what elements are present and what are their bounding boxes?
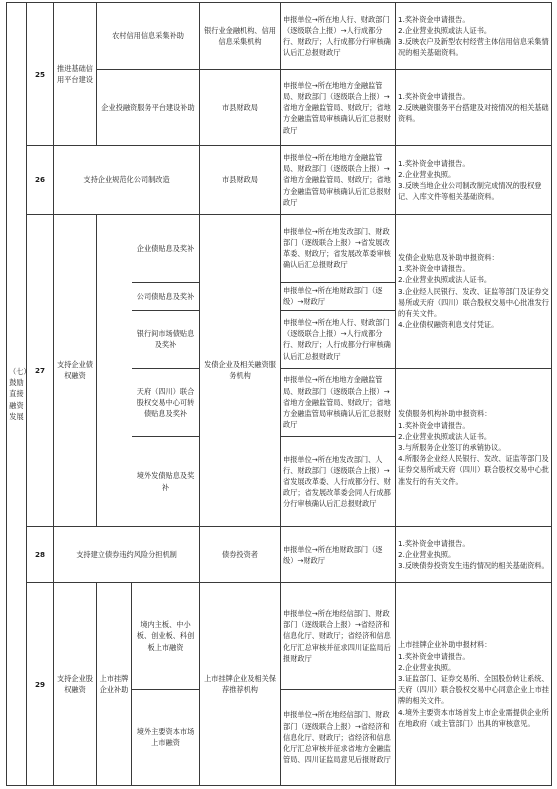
table-row: [7, 527, 552, 583]
materials-cell: 1.奖补资金申请报告。 2.企业营业执照或法人证书。 3.反映农户及新型农村经营主体信用信息采集情况的相关基础资料。: [396, 3, 552, 70]
item-cell: 支持建立债券违约风险分担机制: [54, 527, 200, 583]
row-number: 27: [27, 214, 54, 527]
category-cell: 支持企业股权融资: [54, 583, 97, 786]
table-row: [7, 146, 552, 214]
procedure-cell: 申报单位→所在地地方金融监管局、财政部门（逐级联合上报）→省地方金融监管局、财政厅；省地方金融监管局审核确认后汇总报财政厅: [281, 70, 396, 146]
dept-cell: 银行业金融机构、信用信息采集机构: [200, 3, 281, 70]
item-cell: 企业债贴息及奖补: [132, 214, 200, 282]
procedure-cell: 申报单位→所在地发改部门、人行、财政部门（逐级联合上报）→省发展改革委、人行成都分行、财政厅；省发展改革委会同人行成都分行审核确认后汇总报财政厅: [281, 437, 396, 527]
row-number: 25: [27, 3, 54, 146]
materials-cell: 上市挂牌企业补助申报材料： 1.奖补资金申请报告。 2.企业营业执照。 3.证监部门、证券交易所、全国股份转让系统、天府（四川）联合股权交易中心同意企业上市挂牌的相关文件。 4.境外主要资本市场首发上市企业需提供企业所在地政府（或主管部门）出具的审核意见。: [396, 583, 552, 786]
dept-cell: 发债企业及相关融资服务机构: [200, 214, 281, 527]
subcategory-cell: 上市挂牌企业补助: [97, 583, 132, 786]
table-row: [7, 583, 552, 689]
item-cell: 银行间市场债贴息及奖补: [132, 310, 200, 368]
dept-cell: 市县财政局: [200, 146, 281, 214]
procedure-cell: 申报单位→所在地经信部门、财政部门（逐级联合上报）→省经济和信息化厅、财政厅；省经济和信息化厅汇总审核并征求省地方金融监管局、四川证监局意见后报财政厅: [281, 689, 396, 785]
item-cell: 境外发债贴息及奖补: [132, 437, 200, 527]
procedure-cell: 申报单位→所在地财政部门（逐级）→财政厅: [281, 282, 396, 310]
item-cell: 境外主要资本市场上市融资: [132, 689, 200, 785]
section-label: （七） 鼓励 直接 融资 发展: [7, 3, 27, 786]
materials-cell: 发债服务机构补助申报资料： 1.奖补资金申请报告。 2.企业营业执照或法人证书。 3.与所服务企业签订的承销协议。 4.所服务企业经人民银行、发改、证监等部门及证券交易所或天府（四川）联合股权交易中心批准发行的有关文件。: [396, 368, 552, 526]
row-number: 29: [27, 583, 54, 786]
dept-cell: 债券投资者: [200, 527, 281, 583]
procedure-cell: 申报单位→所在地人行、财政部门（逐级联合上报）→人行成都分行、财政厅；人行成都分行审核确认后汇总报财政厅: [281, 310, 396, 368]
item-cell: 企业投融资服务平台建设补助: [97, 70, 200, 146]
materials-cell: 发债企业贴息及补助申报资料： 1.奖补资金申请报告。 2.企业营业执照或法人证书。 3.企业经人民银行、发改、证监等部门及证券交易所或天府（四川）联合股权交易中心批准发行的有关文件。 4.企业债权融资利息支付凭证。: [396, 214, 552, 368]
procedure-cell: 申报单位→所在地地方金融监管局、财政部门（逐级联合上报）→省地方金融监管局、财政厅；省地方金融监管局审核确认后汇总报财政厅: [281, 146, 396, 214]
procedure-cell: 申报单位→所在地财政部门（逐级）→财政厅: [281, 527, 396, 583]
item-cell: 支持企业规范化公司制改造: [54, 146, 200, 214]
item-cell: 境内主板、中小板、创业板、科创板上市融资: [132, 583, 200, 689]
materials-cell: 1.奖补资金申请报告。 2.企业营业执照。 3.反映债券投资发生违约情况的相关基础资料。: [396, 527, 552, 583]
item-cell: 天府（四川）联合股权交易中心可转债贴息及奖补: [132, 368, 200, 436]
materials-cell: 1.奖补资金申请报告。 2.企业营业执照。 3.反映当地企业公司制改制完成情况的股权登记、入库文件等相关基础资料。: [396, 146, 552, 214]
procedure-cell: 申报单位→所在地发改部门、财政部门（逐级联合上报）→省发展改革委、财政厅；省发展改革委审核确认后汇总报财政厅: [281, 214, 396, 282]
dept-cell: 市县财政局: [200, 70, 281, 146]
procedure-cell: 申报单位→所在地经信部门、财政部门（逐级联合上报）→省经济和信息化厅、财政厅；省经济和信息化厅汇总审核并征求四川证监局后报财政厅: [281, 583, 396, 689]
table-row: [7, 3, 552, 70]
row-number: 28: [27, 527, 54, 583]
category-cell: 推进基础信用平台建设: [54, 3, 97, 146]
procedure-cell: 申报单位→所在地人行、财政部门（逐级联合上报）→人行成都分行、财政厅；人行成都分行审核确认后汇总报财政厅: [281, 3, 396, 70]
row-number: 26: [27, 146, 54, 214]
category-cell: 支持企业债权融资: [54, 214, 97, 527]
dept-cell: 上市挂牌企业及相关保荐推荐机构: [200, 583, 281, 786]
item-cell: 公司债贴息及奖补: [132, 282, 200, 310]
materials-cell: 1.奖补资金申请报告。 2.反映融资服务平台搭建及对接情况的相关基础资料。: [396, 70, 552, 146]
item-cell: 农村信用信息采集补助: [97, 3, 200, 70]
procedure-cell: 申报单位→所在地地方金融监管局、财政部门（逐级联合上报）→省地方金融监管局、财政厅；省地方金融监管局审核确认后汇总报财政厅: [281, 368, 396, 436]
table-row: [7, 214, 552, 282]
policy-table: [6, 2, 552, 786]
